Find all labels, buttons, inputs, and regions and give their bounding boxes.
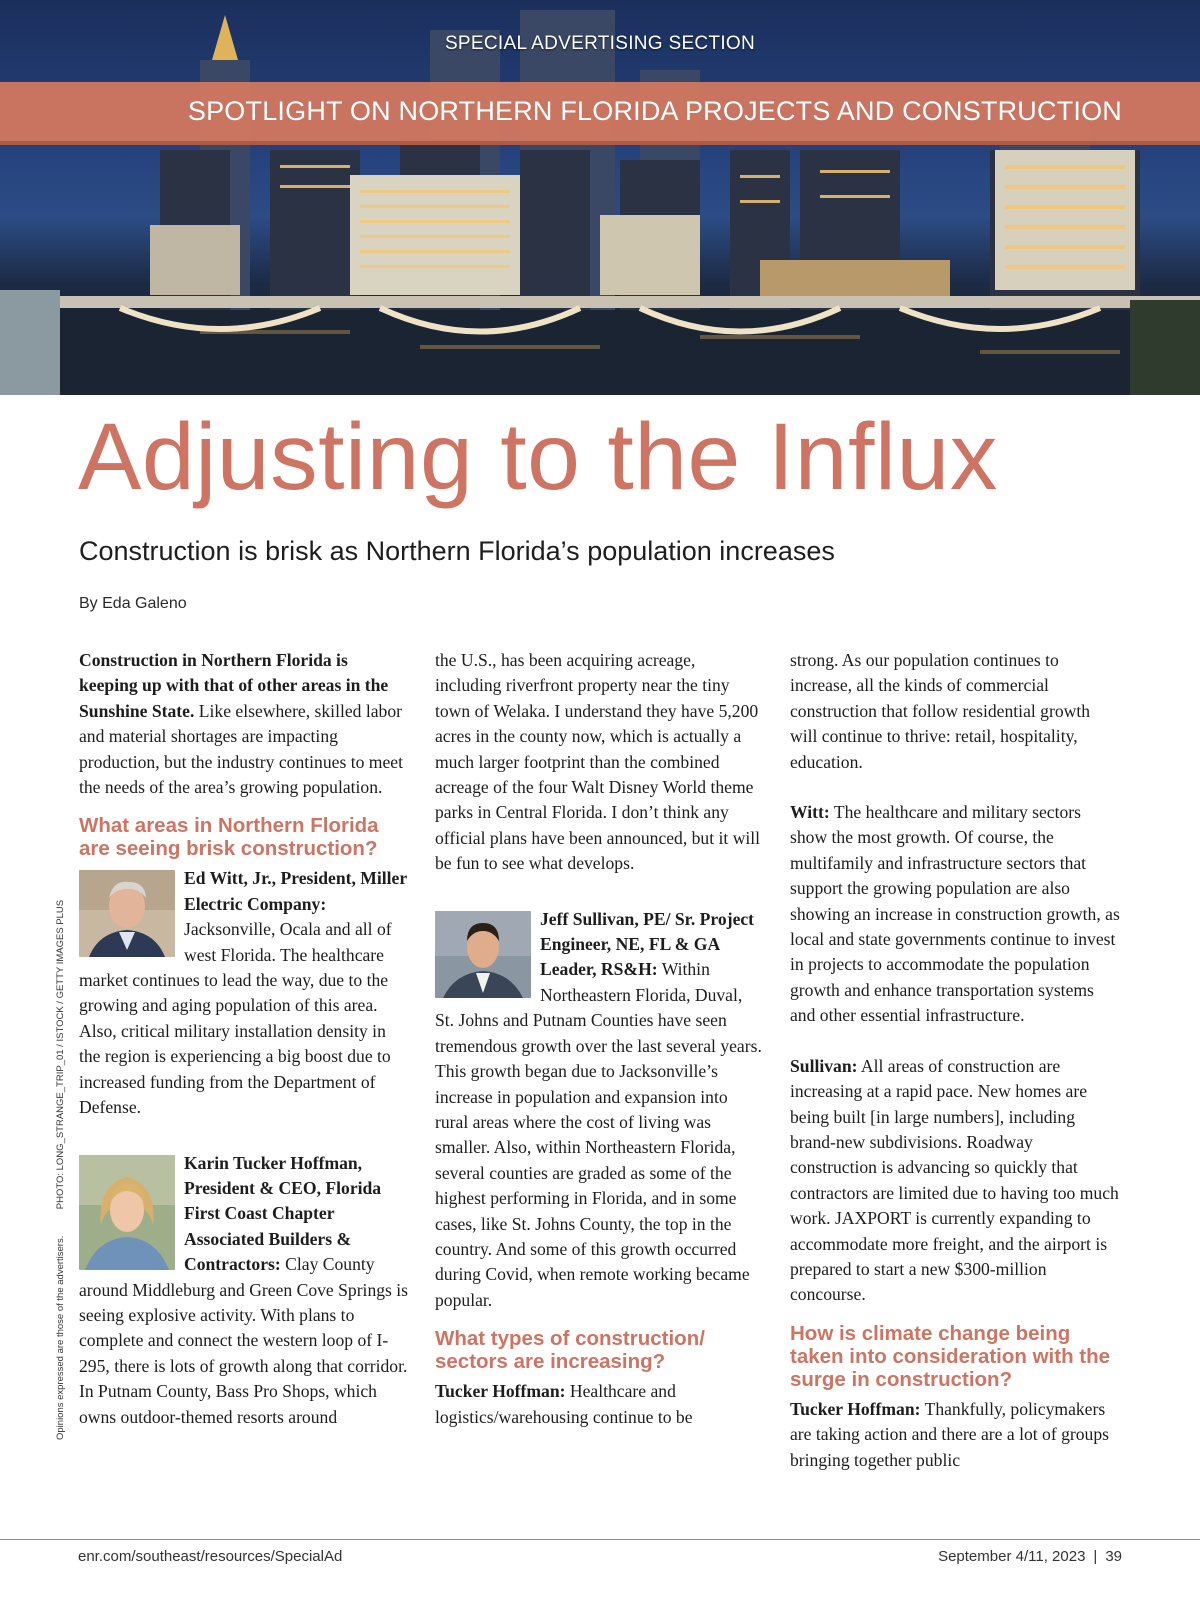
answer-witt-sectors-text: The healthcare and military sectors show the most growth. Of course, the multifamily and infrastructure sectors that support the growing population are also showing an increase in construction growth, as local and state governments continue to invest in projects to accommodate the population growth and enhance transportation systems and other essential infrastructure. — [790, 802, 1120, 1026]
answer-sullivan-sectors — [790, 1054, 1120, 1308]
portrait-jeff-sullivan — [435, 911, 531, 998]
column-1 — [79, 648, 409, 1430]
speaker-hoffman: Karin Tucker Hoffman, President & CEO, Florida First Coast Chapter Associated Builders & Contractors: — [184, 1152, 382, 1275]
answer-climate-text: Thankfully, policymakers are taking action and there are a lot of groups bringing together public — [790, 1398, 1109, 1470]
question-heading-sectors: What types of construction/ sectors are increasing? — [435, 1327, 705, 1374]
answer-witt — [79, 866, 409, 1120]
question-heading-areas: What areas in Northern Florida are seeing brisk construction? — [79, 814, 379, 861]
answer-tucker-hoffman-climate — [790, 1397, 1120, 1473]
lead-paragraph — [79, 648, 409, 800]
portrait-image — [435, 911, 531, 998]
issue-date: September 4/11, 2023 — [938, 1548, 1086, 1565]
answer-witt-text: Jacksonville, Ocala and all of west Florida. The healthcare market continues to lead the way, due to the growing and aging population of this area. Also, critical military installation density in the region is experiencing a big boost due to increased funding from the Department of Defense. — [79, 919, 392, 1118]
speaker-witt: Witt: — [790, 802, 830, 823]
lead-text: Like elsewhere, skilled labor and material shortages are impacting production, but the industry continues to meet the needs of the area’s growing population. — [79, 700, 403, 798]
speaker-witt: Ed Witt, Jr., President, Miller Electric Company: — [184, 868, 407, 914]
byline: By Eda Galeno — [79, 595, 187, 612]
column-2 — [435, 648, 765, 1430]
photo-credit-and-disclaimer: Opinions expressed are those of the advertisers. PHOTO: LONG_STRANGE_TRIP_01 / ISTOCK / GETTY IMAGES PLUS — [55, 899, 66, 1440]
portrait-image — [79, 1155, 175, 1270]
portrait-karin-tucker-hoffman — [79, 1155, 175, 1270]
portrait-image — [79, 870, 175, 957]
article-subtitle: Construction is brisk as Northern Florida’s population increases — [79, 536, 835, 566]
column-3 — [790, 648, 1120, 1473]
speaker-tucker-hoffman: Tucker Hoffman: — [790, 1398, 921, 1419]
footer-url[interactable]: enr.com/southeast/resources/SpecialAd — [78, 1548, 343, 1565]
answer-hoffman — [79, 1151, 409, 1430]
answer-tucker-hoffman-sectors — [435, 1379, 765, 1430]
footer-issue-info — [938, 1548, 1122, 1565]
answer-sullivan-sectors-text: All areas of construction are increasing at a rapid pace. New homes are being built [in large numbers], including brand-new subdivisions. Roadway construction is advancing so quickly that contractors are limited due to having too much work. JAXPORT is currently expanding to accommodate more freight, and the airport is prepared to start a new $300-million concourse. — [790, 1055, 1119, 1305]
footer-divider — [0, 1539, 1200, 1540]
answer-continued: strong. As our population continues to increase, all the kinds of commercial construction that follow residential growth will continue to thrive: retail, hospitality, education. — [790, 650, 1091, 772]
speaker-sullivan: Sullivan: — [790, 1055, 858, 1076]
city-skyline-illustration — [0, 0, 1200, 395]
answer-sullivan — [435, 907, 765, 1314]
section-banner — [0, 82, 1200, 145]
speaker-tucker-hoffman: Tucker Hoffman: — [435, 1381, 566, 1402]
answer-hoffman-text: Clay County around Middleburg and Green Cove Springs is seeing explosive activity. With plans to complete and connect the western loop of I-295, there is lots of growth along that corridor. In Putnam County, Bass Pro Shops, which owns outdoor-themed resorts around — [79, 1254, 409, 1427]
answer-tucker-hoffman-text: Healthcare and logistics/warehousing continue to be — [435, 1381, 693, 1427]
speaker-sullivan: Jeff Sullivan, PE/ Sr. Project Engineer, NE, FL & GA Leader, RS&H: — [540, 908, 755, 980]
portrait-ed-witt — [79, 870, 175, 957]
page-number: 39 — [1105, 1548, 1122, 1565]
article-title: Adjusting to the Influx — [78, 404, 998, 510]
lead-bold-text: Construction in Northern Florida is keeping up with that of other areas in the Sunshine State. — [79, 650, 389, 721]
question-heading-climate: How is climate change being taken into consideration with the surge in construction? — [790, 1321, 1111, 1391]
answer-hoffman-continued: the U.S., has been acquiring acreage, including riverfront property near the tiny town of Welaka. I understand they have 5,200 acres in the county now, which is actually a much larger footprint than the combined acreage of the four Walt Disney World theme parks in Central Florida. I don’t think any official plans have been announced, but it will be fun to see what develops. — [435, 650, 761, 874]
answer-sullivan-text: Within Northeastern Florida, Duval, St. Johns and Putnam Counties have seen tremendous growth over the last several years. This growth began due to Jacksonville’s increase in population and expansion into rural areas where the cost of living was smaller. Also, within Northeastern Florida, several counties are graded as some of the highest performing in Florida, and in some cases, like St. Johns County, the top in the country. And some of this growth occurred during Covid, when remote working became popular. — [435, 959, 762, 1310]
hero-image — [0, 0, 1200, 395]
answer-witt-sectors — [790, 800, 1120, 1029]
section-banner-title: SPOTLIGHT ON NORTHERN FLORIDA PROJECTS AND CONSTRUCTION — [187, 96, 1122, 126]
footer-separator: | — [1093, 1548, 1098, 1565]
special-advertising-label: SPECIAL ADVERTISING SECTION — [444, 33, 756, 54]
